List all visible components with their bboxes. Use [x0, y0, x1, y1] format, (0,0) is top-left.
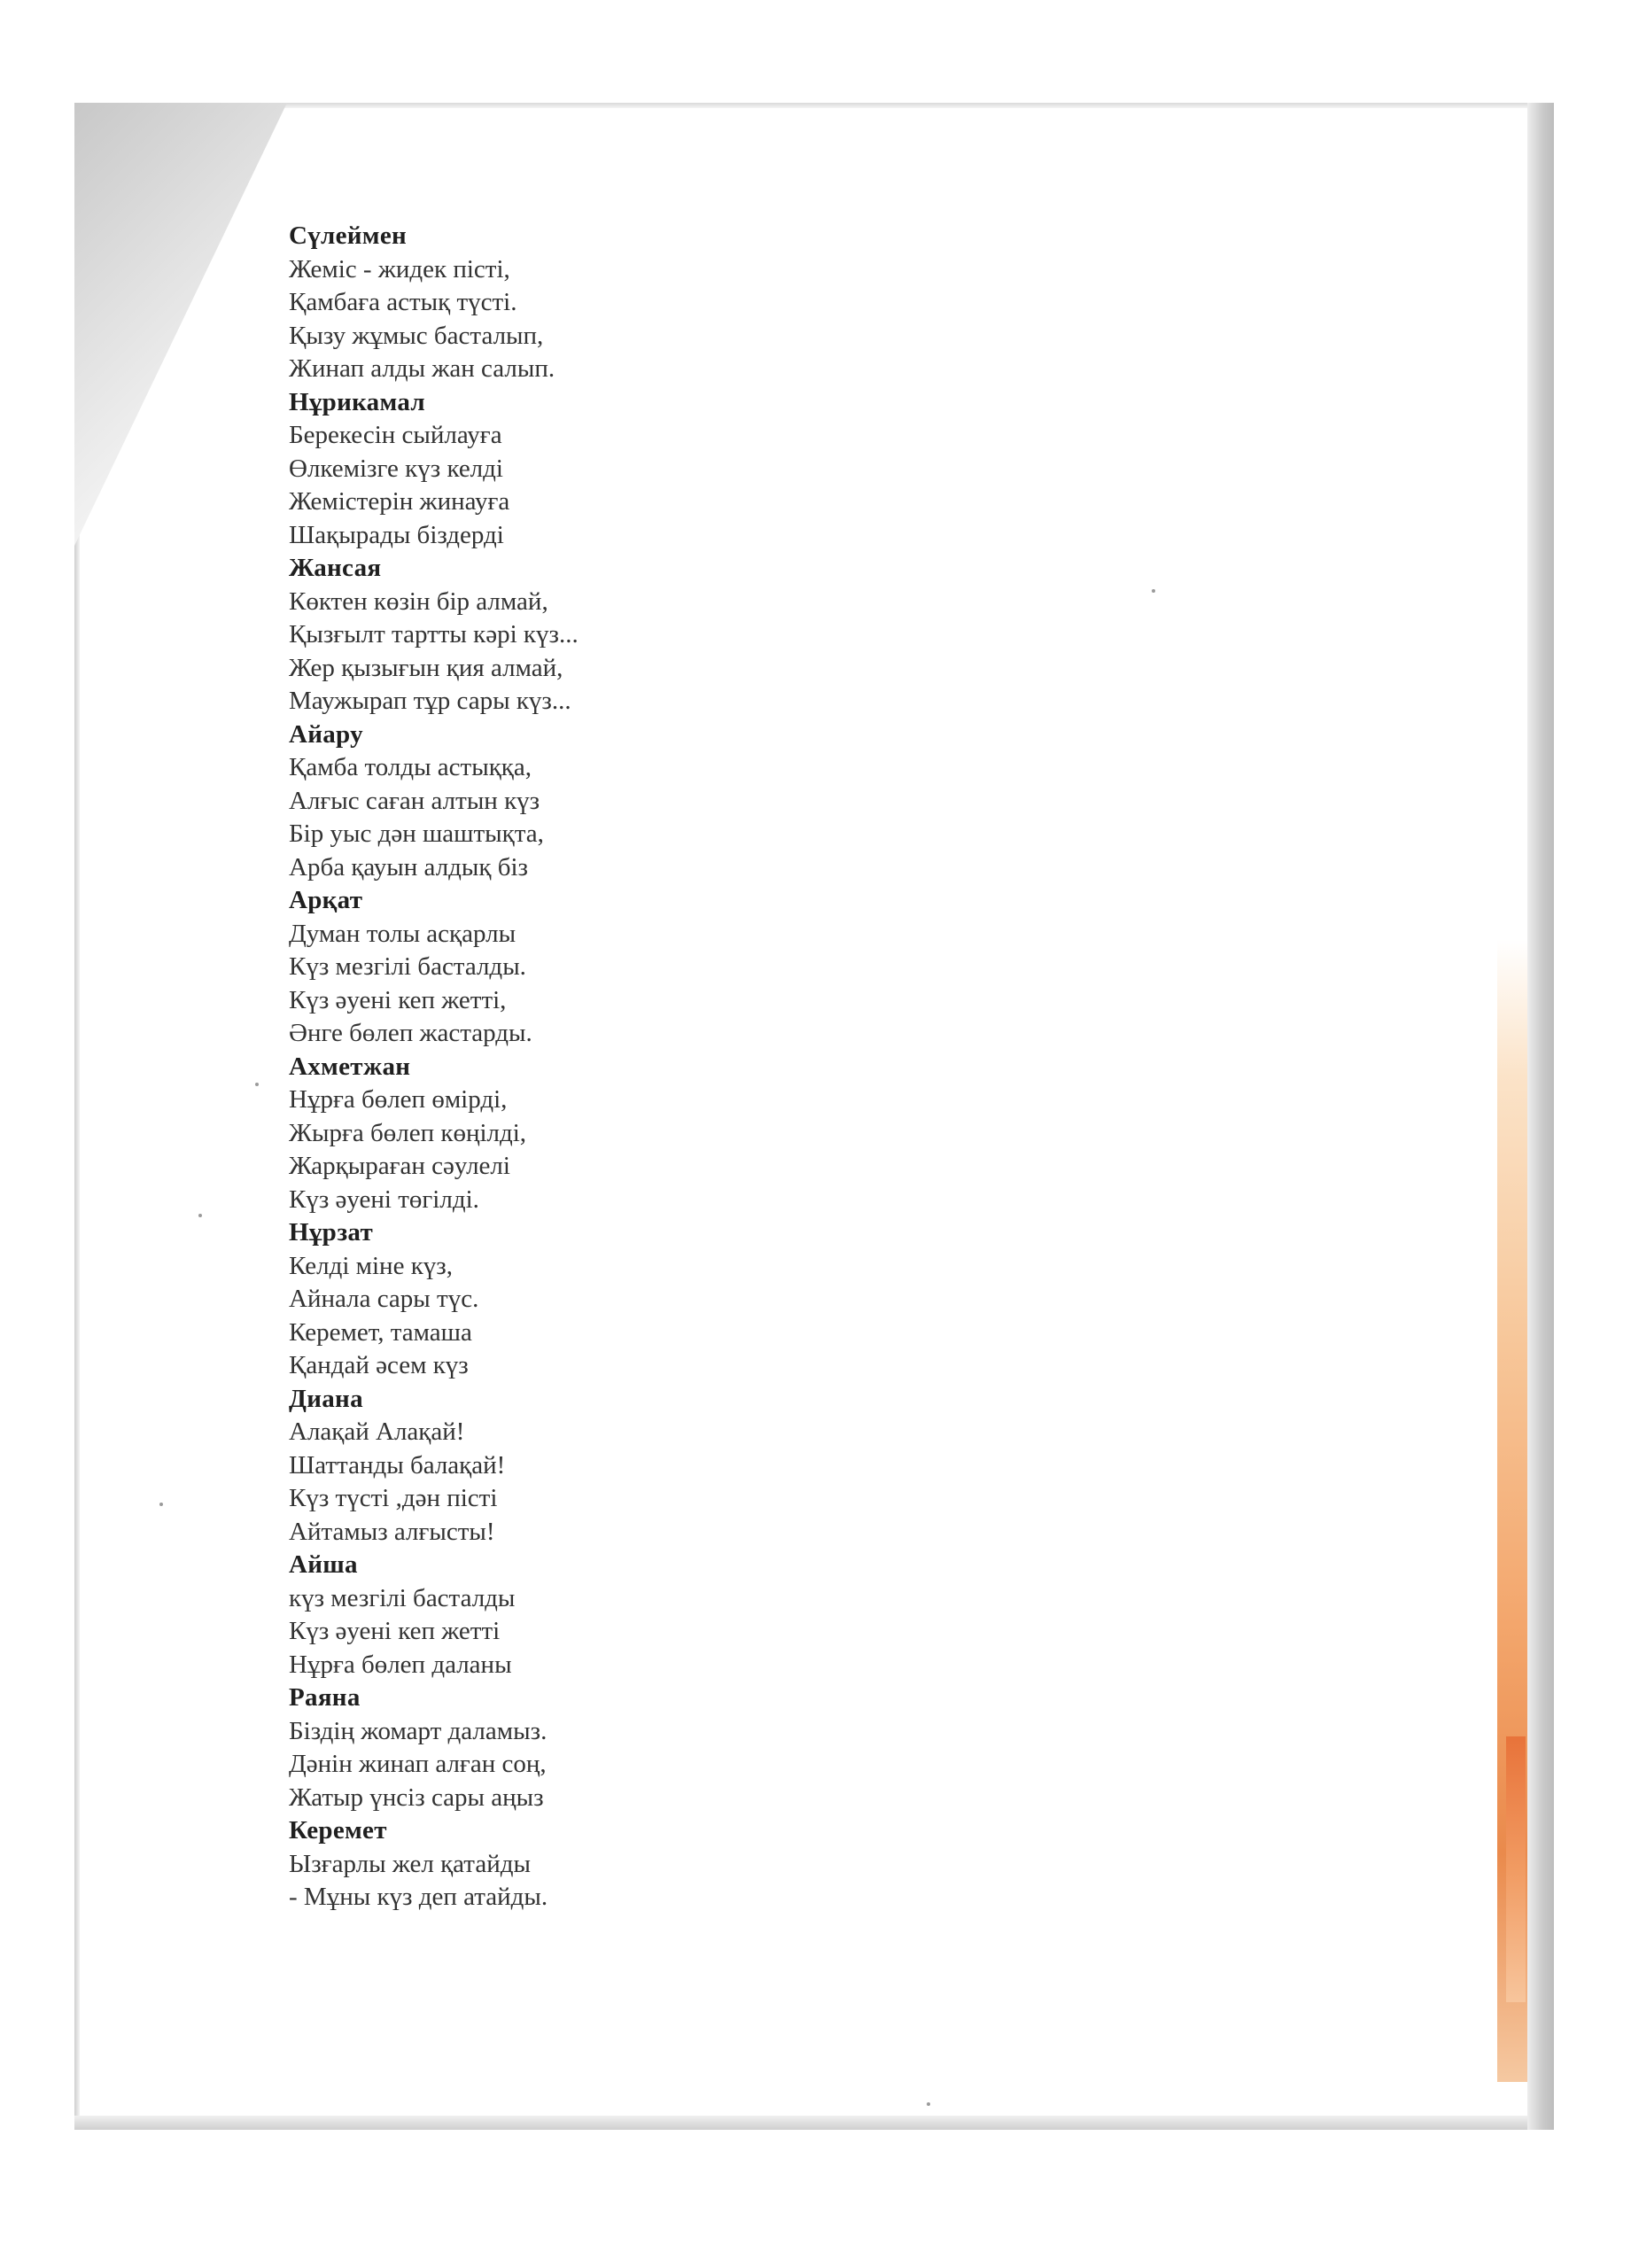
verse-line: Жемістерін жинауға — [289, 487, 510, 516]
verse-line: - Мұны күз деп атайды. — [289, 1883, 548, 1911]
stanza — [289, 220, 1086, 386]
verse-line: Алғыс саған алтын күз — [289, 786, 540, 815]
stanza — [289, 1549, 1086, 1682]
verse-line: Арба қауын алдық біз — [289, 852, 529, 882]
verse-line: күз мезгілі басталды — [289, 1583, 516, 1612]
speaker-name: Диана — [289, 1384, 363, 1413]
verse-line: Ызғарлы жел қатайды — [289, 1849, 531, 1878]
verse-line: Думан толы асқарлы — [289, 919, 516, 948]
stanza — [289, 1216, 1086, 1383]
verse-line: Күз түсті ,дән пісті — [289, 1484, 498, 1512]
speaker-name: Арқат — [289, 886, 363, 914]
speaker-name: Сүлеймен — [289, 221, 408, 250]
stanza — [289, 386, 1086, 553]
stanza — [289, 884, 1086, 1051]
folded-corner — [74, 103, 287, 546]
stanza — [289, 1383, 1086, 1550]
speaker-name: Ахметжан — [289, 1052, 411, 1081]
scan-speck — [255, 1083, 259, 1086]
speaker-name: Нұрикамал — [289, 387, 425, 416]
verse-line: Жинап алды жан салып. — [289, 354, 555, 383]
scan-speck — [198, 1214, 202, 1217]
verse-line: Күз әуені төгілді. — [289, 1184, 479, 1214]
stanza — [289, 1814, 1086, 1915]
speaker-name: Айша — [289, 1550, 358, 1579]
verse-line: Біздің жомарт даламыз. — [289, 1716, 548, 1745]
verse-line: Әнге бөлеп жастарды. — [289, 1019, 532, 1047]
verse-line: Қамба толды астыққа, — [289, 753, 532, 781]
verse-line: Қамбаға астық түсті. — [289, 288, 517, 316]
verse-line: Қызу жұмыс басталып, — [289, 321, 544, 350]
scan-speck — [159, 1503, 163, 1506]
scanner-edge-right — [1527, 103, 1554, 2130]
speaker-name: Раяна — [289, 1683, 361, 1712]
verse-line: Жарқыраған сәулелі — [289, 1152, 510, 1180]
verse-line: Жырға бөлеп көңілді, — [289, 1118, 527, 1147]
verse-line: Күз мезгілі басталды. — [289, 952, 526, 981]
verse-line: Келді міне күз, — [289, 1251, 453, 1280]
speaker-name: Жансая — [289, 554, 382, 582]
verse-line: Айнала сары түс. — [289, 1285, 479, 1313]
verse-line: Нұрға бөлеп даланы — [289, 1650, 512, 1679]
verse-line: Бір уыс дән шаштықта, — [289, 819, 544, 848]
speaker-name: Керемет — [289, 1816, 387, 1845]
stanza — [289, 718, 1086, 885]
scan-speck — [1152, 589, 1155, 593]
verse-line: Маужырап тұр сары күз... — [289, 687, 571, 715]
verse-line: Күз әуені кеп жетті, — [289, 985, 507, 1014]
verse-line: Берекесін сыйлауға — [289, 421, 502, 449]
verse-line: Көктен көзін бір алмай, — [289, 586, 548, 616]
stanza — [289, 1051, 1086, 1217]
verse-line: Қандай әсем күз — [289, 1351, 469, 1379]
verse-line: Жатыр үнсіз сары аңыз — [289, 1783, 544, 1812]
verse-line: Айтамыз алғысты! — [289, 1517, 495, 1546]
verse-line: Шақырады біздерді — [289, 520, 504, 549]
scan-speck — [927, 2102, 930, 2106]
speaker-name: Нұрзат — [289, 1218, 373, 1247]
scanner-edge-top — [74, 103, 1554, 108]
verse-line: Жеміс - жидек пісті, — [289, 254, 510, 284]
verse-line: Өлкемізге күз келді — [289, 454, 503, 483]
stanza — [289, 1682, 1086, 1814]
verse-line: Алақай Алақай! — [289, 1418, 465, 1446]
verse-line: Күз әуені кеп жетті — [289, 1617, 501, 1645]
verse-line: Жер қызығын қия алмай, — [289, 653, 563, 682]
stanza — [289, 552, 1086, 718]
verse-line: Дәнін жинап алған соң, — [289, 1750, 547, 1778]
verse-line: Қызғылт тартты кәрі күз... — [289, 620, 579, 649]
orange-page-edge-dark — [1506, 1736, 1526, 2002]
verse-line: Нұрға бөлеп өмірді, — [289, 1085, 508, 1114]
speaker-name: Айару — [289, 719, 363, 749]
verse-line: Шаттанды балақай! — [289, 1450, 506, 1480]
scanner-edge-bottom — [74, 2116, 1554, 2130]
poem-text — [289, 220, 1086, 1915]
verse-line: Керемет, тамаша — [289, 1317, 472, 1347]
